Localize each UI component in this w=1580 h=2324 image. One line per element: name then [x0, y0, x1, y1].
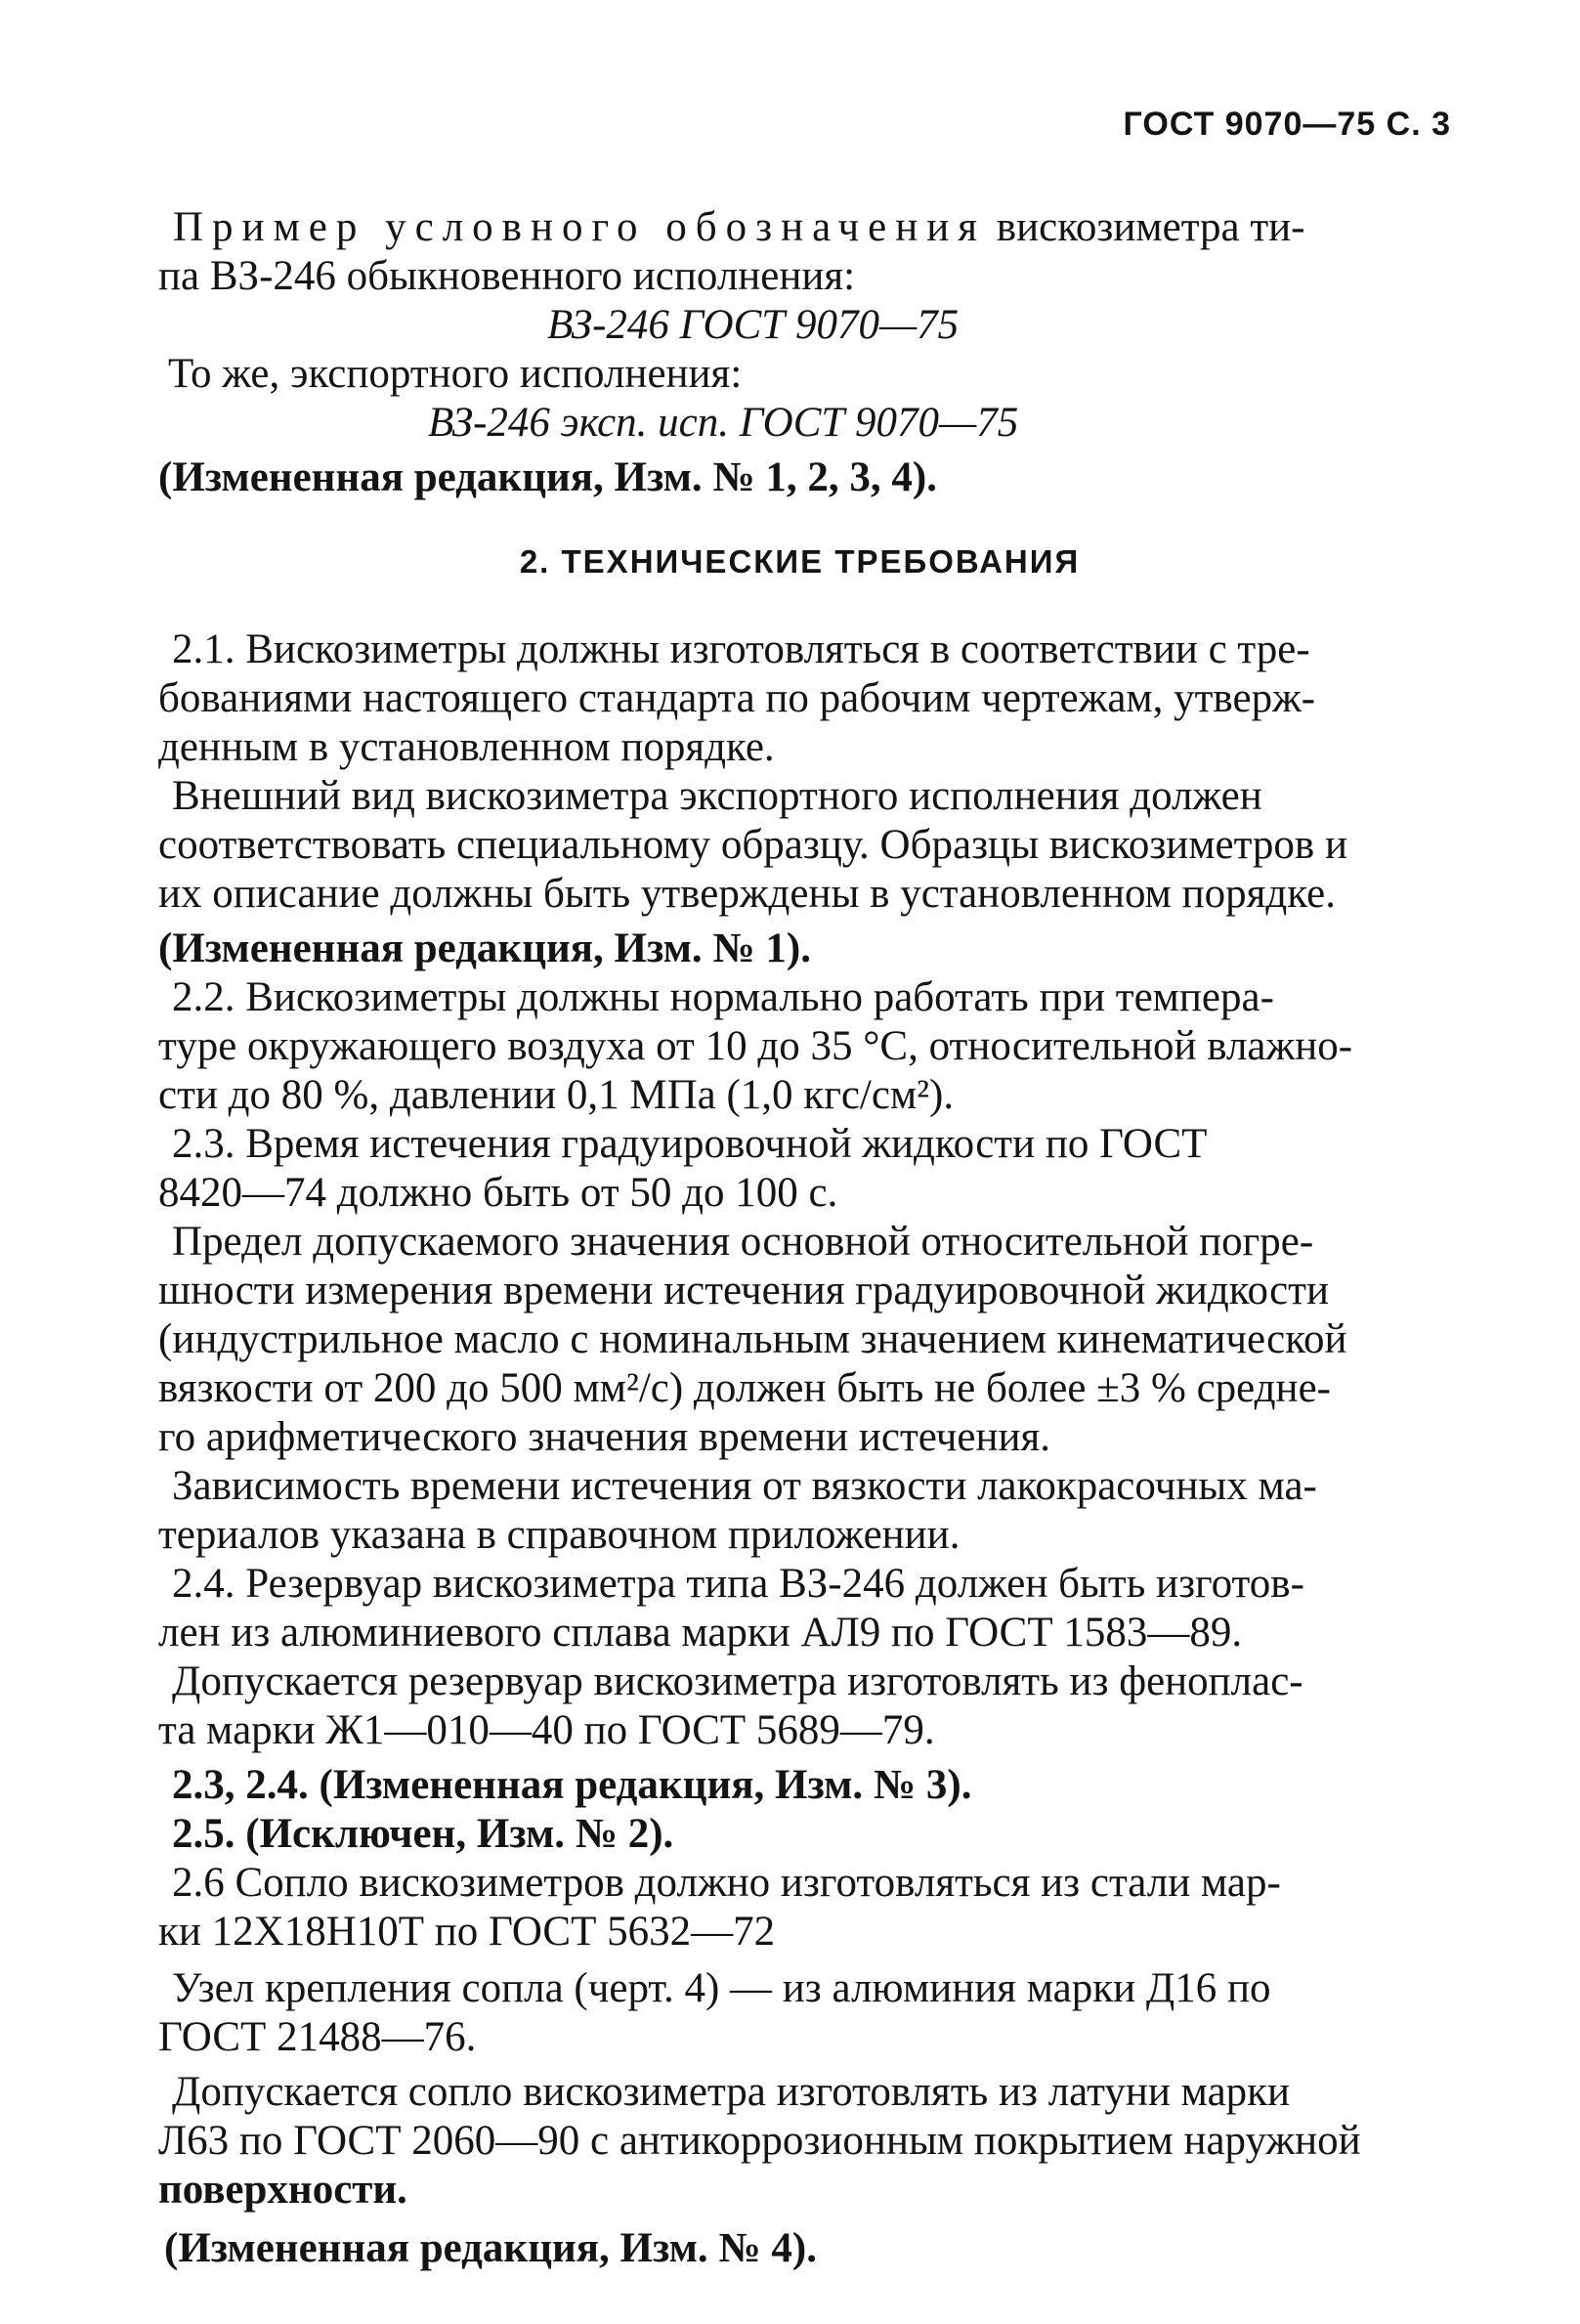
amendment-note-4: (Измененная редакция, Изм. № 4). — [164, 2225, 817, 2271]
error-limit-line2: шности измерения времени истечения градуировочной жидкости — [158, 1268, 1329, 1313]
amendment-note-3: 2.3, 2.4. (Измененная редакция, Изм. № 3). — [172, 1762, 972, 1808]
export-appearance-line3: их описание должны быть утверждены в установленном порядке. — [158, 871, 1336, 917]
viscosity-dependence-line1: Зависимость времени истечения от вязкости лакокрасочных ма- — [172, 1463, 1317, 1509]
export-appearance-line2: соответствовать специальному образцу. Образцы вискозиметров и — [158, 822, 1347, 868]
export-version-line: То же, экспортного исполнения: — [168, 351, 743, 397]
clause-2-3-line1: 2.3. Время истечения градуировочной жидкости по ГОСТ — [172, 1121, 1208, 1167]
designation-example-line1 — [158, 203, 1441, 252]
clause-2-5: 2.5. (Исключен, Изм. № 2). — [172, 1811, 674, 1857]
clause-2-6-line1: 2.6 Сопло вискозиметров должно изготовляться из стали мар- — [172, 1860, 1281, 1906]
designation-example-lead: Пример условного обозначения — [173, 204, 987, 250]
clause-2-3-line2: 8420—74 должно быть от 50 до 100 с. — [158, 1170, 838, 1216]
clause-2-2-line1: 2.2. Вискозиметры должны нормально работать при темпера- — [172, 974, 1274, 1020]
clause-2-2-line2: туре окружающего воздуха от 10 до 35 °С, относительной влажно- — [158, 1023, 1353, 1069]
clause-2-4-line2: лен из алюминиевого сплава марки АЛ9 по ГОСТ 1583—89. — [158, 1610, 1243, 1656]
phenoplast-line1: Допускается резервуар вискозиметра изготовлять из феноплас- — [172, 1658, 1303, 1704]
nozzle-mount-line1: Узел крепления сопла (черт. 4) — из алюминия марки Д16 по — [172, 1965, 1271, 2011]
designation-example-tail: вискозиметра ти- — [986, 204, 1305, 250]
clause-2-4-line1: 2.4. Резервуар вискозиметра типа ВЗ-246 должен быть изготов- — [172, 1561, 1304, 1607]
export-appearance-line1: Внешний вид вискозиметра экспортного исполнения должен — [172, 773, 1262, 819]
designation-standard: ВЗ-246 ГОСТ 9070—75 — [547, 302, 960, 348]
nozzle-mount-line2: ГОСТ 21488—76. — [158, 2014, 477, 2060]
error-limit-line4: вязкости от 200 до 500 мм²/с) должен быть не более ±3 % средне- — [158, 1365, 1331, 1411]
viscosity-dependence-line2: териалов указана в справочном приложении. — [158, 1512, 961, 1558]
clause-2-1-line2: бованиями настоящего стандарта по рабочим чертежам, утверж- — [158, 675, 1316, 721]
page-header: ГОСТ 9070—75 С. 3 — [1123, 106, 1451, 143]
brass-nozzle-line2: Л63 по ГОСТ 2060—90 с антикоррозионным покрытием наружной — [158, 2118, 1361, 2164]
clause-2-1-line1: 2.1. Вискозиметры должны изготовляться в соответствии с тре- — [172, 626, 1310, 672]
section-title: 2. ТЕХНИЧЕСКИЕ ТРЕБОВАНИЯ — [519, 543, 1081, 580]
clause-2-1-line3: денным в установленном порядке. — [158, 724, 775, 770]
brass-nozzle-line3: поверхности. — [158, 2167, 407, 2213]
error-limit-line5: го арифметического значения времени истечения. — [158, 1414, 1051, 1460]
clause-2-2-line3: сти до 80 %, давлении 0,1 МПа (1,0 кгс/см²). — [158, 1072, 955, 1118]
designation-example-line2: па ВЗ-246 обыкновенного исполнения: — [158, 253, 856, 299]
error-limit-line3: (индустрильное масло с номинальным значением кинематической — [158, 1316, 1347, 1362]
phenoplast-line2: та марки Ж1—010—40 по ГОСТ 5689—79. — [158, 1707, 935, 1753]
amendment-note-2: (Измененная редакция, Изм. № 1). — [158, 925, 811, 971]
amendment-note-1: (Измененная редакция, Изм. № 1, 2, 3, 4). — [158, 454, 937, 500]
designation-export: ВЗ-246 эксп. исп. ГОСТ 9070—75 — [428, 400, 1019, 446]
error-limit-line1: Предел допускаемого значения основной относительной погре- — [172, 1219, 1314, 1265]
document-body — [158, 203, 1441, 2273]
clause-2-6-line2: ки 12Х18Н10Т по ГОСТ 5632—72 — [158, 1909, 776, 1955]
brass-nozzle-line1: Допускается сопло вискозиметра изготовлять из латуни марки — [172, 2069, 1291, 2115]
